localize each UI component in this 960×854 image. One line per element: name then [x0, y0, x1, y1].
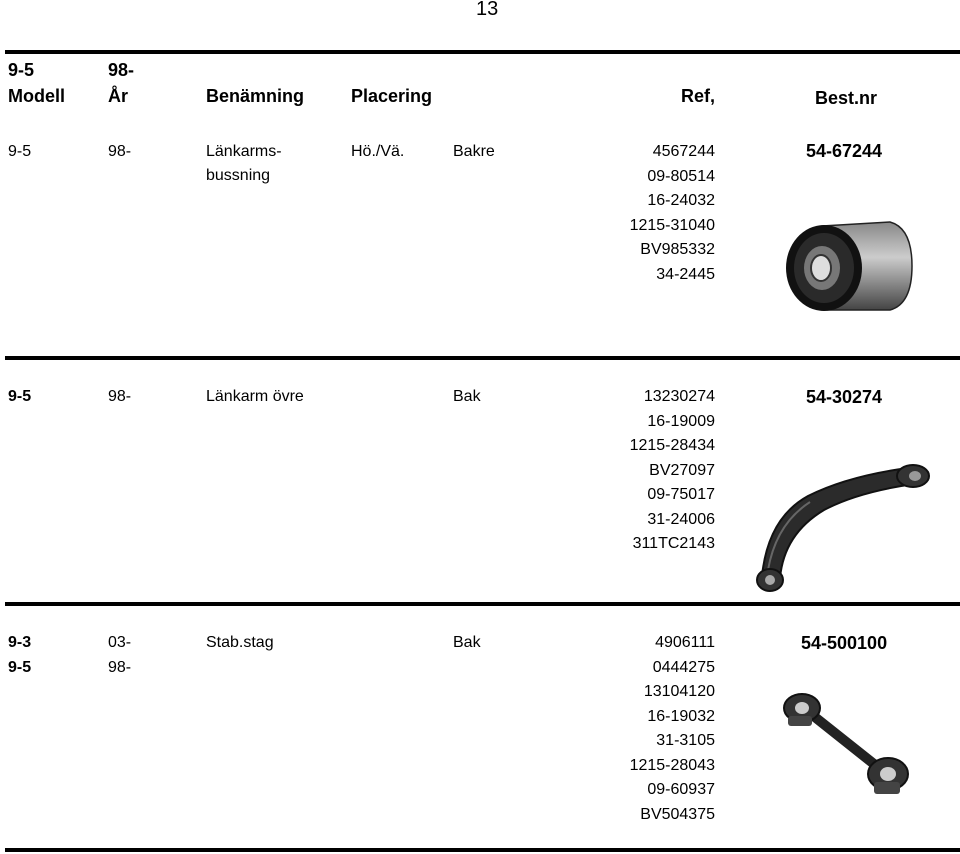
header-ref: Ref,: [680, 86, 715, 106]
row-ref-list: [515, 385, 715, 557]
header-year: År: [108, 86, 129, 106]
row-model: 9-5: [8, 659, 32, 676]
row-ref-list: [515, 140, 715, 287]
ref-number: 13104120: [643, 683, 715, 700]
ref-number: 09-75017: [647, 486, 715, 503]
table-bottom-rule: [5, 848, 960, 852]
bushing-image: [782, 218, 914, 316]
header-model-top: 9-5: [8, 60, 35, 80]
ref-number: 0444275: [652, 658, 715, 676]
row-model: 9-3: [8, 634, 32, 651]
row-name: Länkarm övre: [206, 388, 304, 405]
control-arm-image: [748, 458, 934, 596]
ref-number: 1215-31040: [629, 216, 715, 234]
row-year: 98-: [108, 388, 132, 405]
row-divider: [5, 356, 960, 360]
row-placement: Bakre: [453, 143, 495, 160]
header-placement: Placering: [351, 86, 433, 106]
row-name-line1: Länkarms-: [206, 143, 282, 160]
ref-number: 13230274: [643, 388, 715, 405]
ref-number: 16-24032: [647, 192, 715, 209]
stabilizer-link-image: [776, 686, 914, 802]
row-placement: Bak: [453, 388, 481, 405]
ref-number: BV504375: [640, 805, 715, 823]
row-order-no: 54-500100: [801, 633, 888, 653]
row-side: Hö./Vä.: [351, 143, 405, 160]
ref-number: BV985332: [640, 241, 715, 258]
ref-number: 09-60937: [647, 781, 715, 798]
ref-number: 31-3105: [656, 732, 715, 749]
header-year-top: 98-: [108, 60, 135, 80]
row-year: 98-: [108, 659, 132, 676]
row-divider: [5, 602, 960, 606]
ref-number: 16-19009: [647, 412, 715, 430]
row-model: 9-5: [8, 143, 32, 160]
header-top-rule: [5, 50, 960, 54]
row-year: 03-: [108, 634, 132, 651]
row-ref-list: [515, 631, 715, 827]
ref-number: 31-24006: [647, 510, 715, 528]
row-name-line2: bussning: [206, 167, 271, 184]
ref-number: 09-80514: [647, 167, 715, 185]
ref-number: 4906111: [655, 634, 715, 651]
ref-number: BV27097: [649, 461, 715, 479]
ref-number: 1215-28434: [629, 437, 715, 454]
header-order-no: Best.nr: [815, 88, 878, 108]
page-number: 13: [476, 0, 499, 20]
ref-number: 16-19032: [647, 707, 715, 725]
ref-number: 1215-28043: [629, 756, 715, 774]
row-order-no: 54-30274: [806, 387, 883, 407]
ref-number: 311TC2143: [632, 535, 715, 552]
row-model: 9-5: [8, 388, 32, 405]
header-model: Modell: [8, 86, 65, 106]
row-placement: Bak: [453, 634, 481, 651]
row-order-no: 54-67244: [806, 141, 883, 161]
ref-number: 4567244: [652, 143, 715, 160]
header-name: Benämning: [206, 86, 305, 106]
row-year: 98-: [108, 143, 132, 160]
row-name: Stab.stag: [206, 634, 274, 651]
ref-number: 34-2445: [656, 265, 715, 283]
